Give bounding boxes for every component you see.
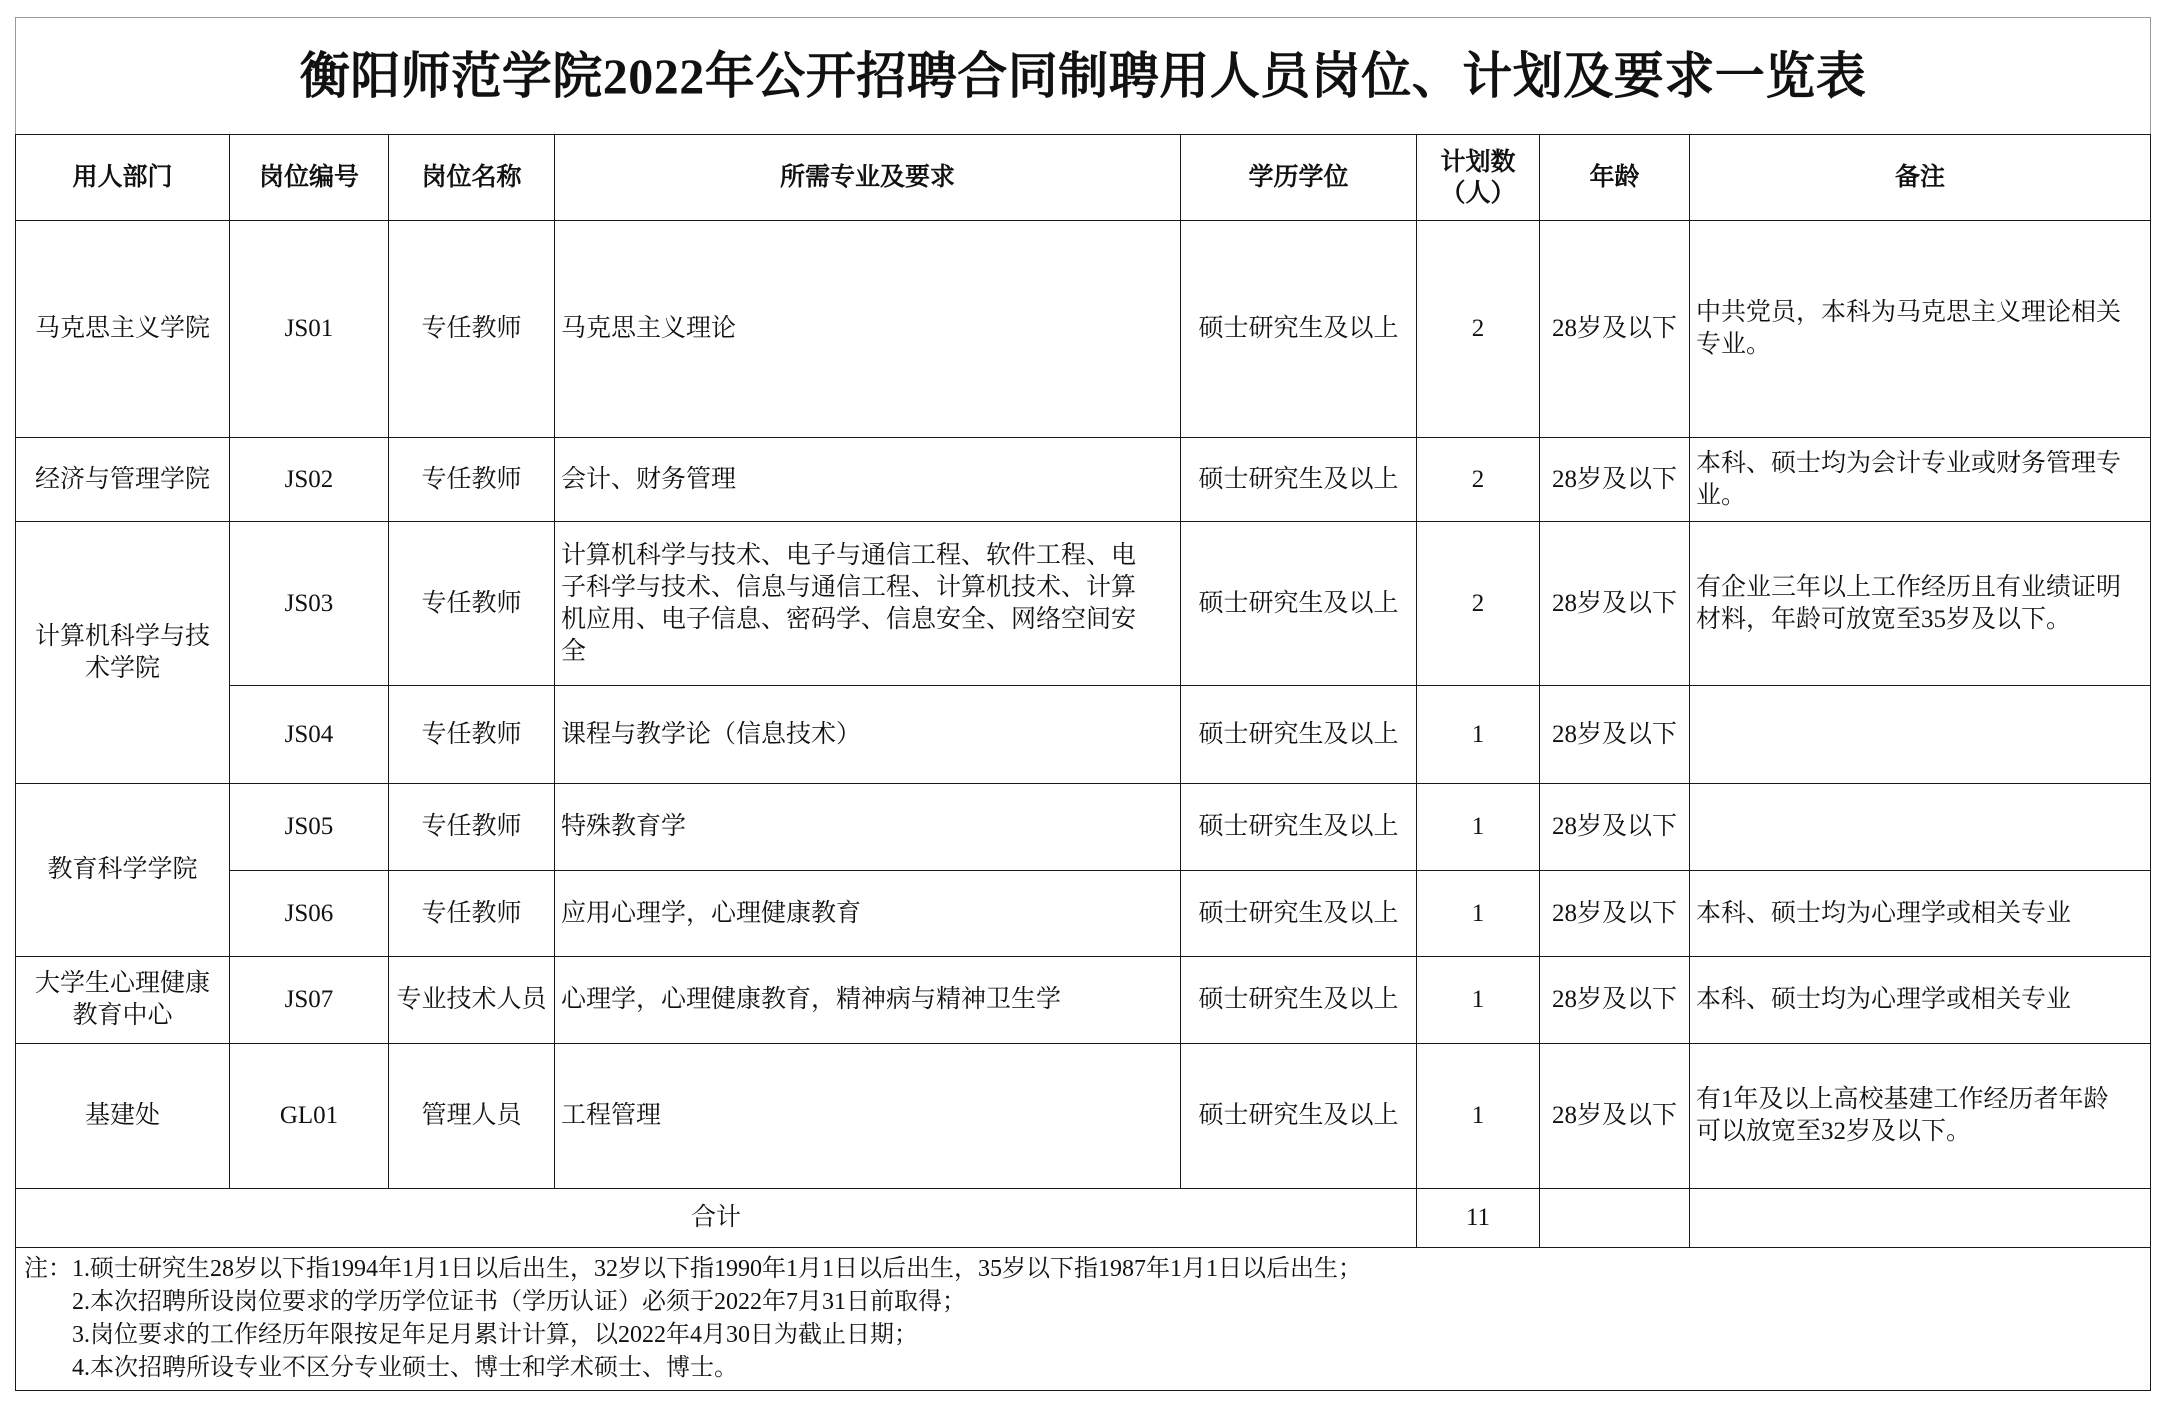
code-cell: JS03 [230, 522, 389, 686]
education-cell: 硕士研究生及以上 [1181, 438, 1417, 522]
remarks-cell: 有1年及以上高校基建工作经历者年龄可以放宽至32岁及以下。 [1690, 1044, 2151, 1189]
count-cell: 1 [1417, 1044, 1540, 1189]
table-row [16, 1044, 2151, 1189]
total-age-empty [1540, 1189, 1690, 1248]
dept-cell: 基建处 [16, 1044, 230, 1189]
header-education: 学历学位 [1181, 135, 1417, 221]
education-cell: 硕士研究生及以上 [1181, 221, 1417, 438]
age-cell: 28岁及以下 [1540, 871, 1690, 957]
count-cell: 1 [1417, 871, 1540, 957]
position-cell: 专任教师 [389, 438, 555, 522]
age-cell: 28岁及以下 [1540, 1044, 1690, 1189]
position-cell: 专任教师 [389, 221, 555, 438]
code-cell: JS07 [230, 957, 389, 1044]
table-row [16, 686, 2151, 784]
position-cell: 专任教师 [389, 871, 555, 957]
education-cell: 硕士研究生及以上 [1181, 1044, 1417, 1189]
notes-row [16, 1248, 2151, 1391]
header-requirements: 所需专业及要求 [555, 135, 1181, 221]
remarks-cell: 中共党员，本科为马克思主义理论相关专业。 [1690, 221, 2151, 438]
requirements-cell: 心理学，心理健康教育，精神病与精神卫生学 [555, 957, 1181, 1044]
total-row [16, 1189, 2151, 1248]
notes-cell [16, 1248, 2151, 1391]
count-cell: 1 [1417, 957, 1540, 1044]
header-remarks: 备注 [1690, 135, 2151, 221]
position-cell: 专任教师 [389, 784, 555, 871]
total-count: 11 [1417, 1189, 1540, 1248]
count-cell: 1 [1417, 784, 1540, 871]
header-count-label: 计划数（人） [1440, 148, 1516, 207]
header-dept: 用人部门 [16, 135, 230, 221]
requirements-cell: 马克思主义理论 [555, 221, 1181, 438]
remarks-cell [1690, 686, 2151, 784]
position-cell: 管理人员 [389, 1044, 555, 1189]
count-cell: 2 [1417, 221, 1540, 438]
count-cell: 1 [1417, 686, 1540, 784]
table-row [16, 522, 2151, 686]
education-cell: 硕士研究生及以上 [1181, 686, 1417, 784]
note-line-4: 4.本次招聘所设专业不区分专业硕士、博士和学术硕士、博士。 [72, 1355, 738, 1381]
code-cell: JS05 [230, 784, 389, 871]
recruitment-table [15, 17, 2151, 1391]
education-cell: 硕士研究生及以上 [1181, 784, 1417, 871]
code-cell: JS02 [230, 438, 389, 522]
requirements-cell: 应用心理学，心理健康教育 [555, 871, 1181, 957]
table-row [16, 221, 2151, 438]
code-cell: JS04 [230, 686, 389, 784]
remarks-cell: 有企业三年以上工作经历且有业绩证明材料，年龄可放宽至35岁及以下。 [1690, 522, 2151, 686]
requirements-cell: 工程管理 [555, 1044, 1181, 1189]
header-position: 岗位名称 [389, 135, 555, 221]
education-cell: 硕士研究生及以上 [1181, 957, 1417, 1044]
count-cell: 2 [1417, 438, 1540, 522]
position-cell: 专业技术人员 [389, 957, 555, 1044]
remarks-cell: 本科、硕士均为心理学或相关专业 [1690, 957, 2151, 1044]
total-label: 合计 [16, 1189, 1417, 1248]
header-row [16, 135, 2151, 221]
header-code: 岗位编号 [230, 135, 389, 221]
table-title: 衡阳师范学院2022年公开招聘合同制聘用人员岗位、计划及要求一览表 [16, 18, 2151, 135]
requirements-cell: 特殊教育学 [555, 784, 1181, 871]
note-line-1: 注：1.硕士研究生28岁以下指1994年1月1日以后出生，32岁以下指1990年1月1日以后出生，35岁以下指1987年1月1日以后出生； [24, 1256, 1362, 1282]
dept-cell: 马克思主义学院 [16, 221, 230, 438]
requirements-cell: 会计、财务管理 [555, 438, 1181, 522]
age-cell: 28岁及以下 [1540, 957, 1690, 1044]
title-row [16, 18, 2151, 135]
age-cell: 28岁及以下 [1540, 784, 1690, 871]
dept-cell: 经济与管理学院 [16, 438, 230, 522]
age-cell: 28岁及以下 [1540, 686, 1690, 784]
table-row [16, 438, 2151, 522]
dept-cell: 教育科学学院 [16, 784, 230, 957]
code-cell: JS06 [230, 871, 389, 957]
dept-cell: 大学生心理健康教育中心 [16, 957, 230, 1044]
code-cell: GL01 [230, 1044, 389, 1189]
total-remarks-empty [1690, 1189, 2151, 1248]
note-line-2: 2.本次招聘所设岗位要求的学历学位证书（学历认证）必须于2022年7月31日前取得； [72, 1289, 966, 1315]
recruitment-sheet [15, 17, 2151, 1391]
header-count [1417, 135, 1540, 221]
requirements-cell: 课程与教学论（信息技术） [555, 686, 1181, 784]
position-cell: 专任教师 [389, 686, 555, 784]
education-cell: 硕士研究生及以上 [1181, 522, 1417, 686]
remarks-cell: 本科、硕士均为心理学或相关专业 [1690, 871, 2151, 957]
requirements-cell: 计算机科学与技术、电子与通信工程、软件工程、电子科学与技术、信息与通信工程、计算机技术、计算机应用、电子信息、密码学、信息安全、网络空间安全 [555, 522, 1181, 686]
dept-cell: 计算机科学与技术学院 [16, 522, 230, 784]
note-line-3: 3.岗位要求的工作经历年限按足年足月累计计算，以2022年4月30日为截止日期； [72, 1322, 918, 1348]
header-age: 年龄 [1540, 135, 1690, 221]
age-cell: 28岁及以下 [1540, 522, 1690, 686]
age-cell: 28岁及以下 [1540, 438, 1690, 522]
remarks-cell: 本科、硕士均为会计专业或财务管理专业。 [1690, 438, 2151, 522]
table-row [16, 784, 2151, 871]
code-cell: JS01 [230, 221, 389, 438]
age-cell: 28岁及以下 [1540, 221, 1690, 438]
remarks-cell [1690, 784, 2151, 871]
education-cell: 硕士研究生及以上 [1181, 871, 1417, 957]
count-cell: 2 [1417, 522, 1540, 686]
table-row [16, 871, 2151, 957]
position-cell: 专任教师 [389, 522, 555, 686]
table-row [16, 957, 2151, 1044]
